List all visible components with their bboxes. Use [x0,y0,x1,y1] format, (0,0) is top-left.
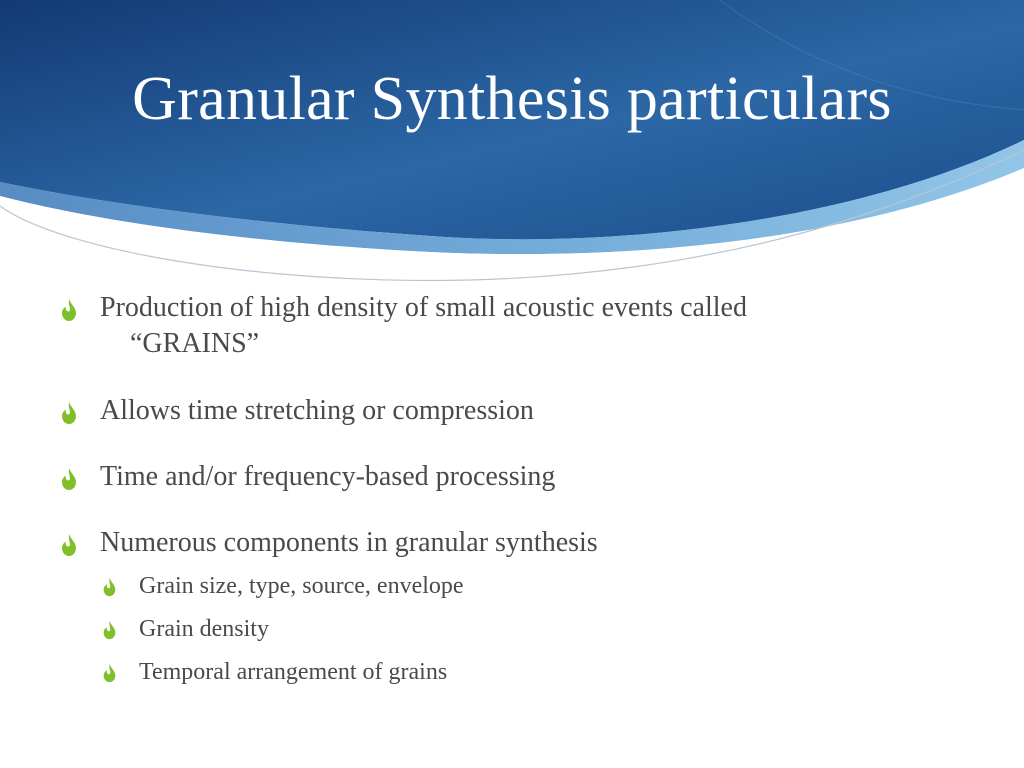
flame-drop-icon [60,401,78,425]
bullet-text: Allows time stretching or compression [100,395,534,426]
sub-bullet-text: Temporal arrangement of grains [139,659,448,685]
bullet-text: Time and/or frequency-based processing [100,461,556,492]
sub-bullet-text: Grain density [139,616,269,642]
flame-drop-icon [60,533,78,557]
flame-drop-icon [102,663,117,683]
flame-drop-icon [60,467,78,491]
flame-drop-icon [60,298,78,322]
slide-title: Granular Synthesis particulars [132,65,892,133]
bullet-text-line1: Production of high density of small acoustic events called [100,292,747,323]
flame-drop-icon [102,620,117,640]
sub-bullet-text: Grain size, type, source, envelope [139,573,464,599]
bullet-text-line2: “GRAINS” [130,328,260,359]
bullet-text: Numerous components in granular synthesis [100,527,598,558]
flame-drop-icon [102,577,117,597]
